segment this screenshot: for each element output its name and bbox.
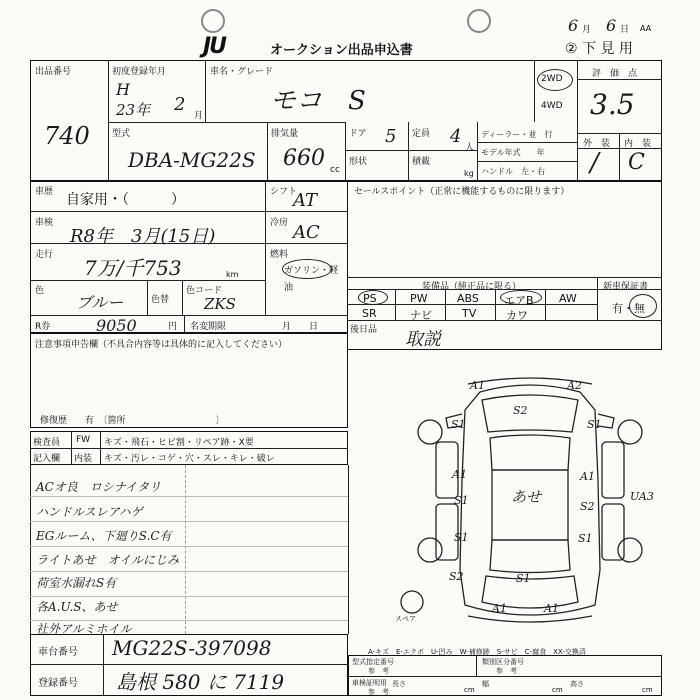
note-4: ライトあせ オイルにじみ [36, 553, 180, 567]
fw-items: キズ・飛石・ヒビ割・リペア跡・X要 [104, 438, 254, 448]
model-value: DBA-MG22S [128, 148, 256, 172]
model-year-label: モデル年式 年 [481, 148, 545, 157]
repair-label: 修復歴 有 〔箇所 〕 [40, 416, 225, 426]
cc-unit: cc [330, 165, 340, 175]
color-code-value: ZKS [204, 295, 236, 313]
mark-bottom-r: A1 [544, 602, 559, 615]
mark-rear-r: S1 [578, 532, 593, 545]
persons-unit: 人 [465, 143, 475, 153]
inspection-label: 車検 [35, 218, 54, 228]
usage-value: 自家用・（ ） [66, 192, 185, 208]
class-ref: 参 考 [496, 667, 517, 675]
date-day-unit: 日 [620, 25, 630, 35]
note-1: ACオ良 ロシナイタリ [36, 480, 162, 494]
mark-bonnet-r: S1 [587, 418, 602, 431]
shape-label: 形状 [349, 157, 368, 167]
chassis-label: 車台番号 [38, 647, 78, 658]
note-2: ハンドルスレアハゲ [36, 505, 143, 519]
interior-value: C [628, 150, 645, 175]
displacement-label: 排気量 [271, 129, 299, 139]
dealer-label: ディーラー・並 行 [481, 130, 553, 139]
recycle-value: 9050 [96, 316, 137, 335]
note-7: 社外アルミホイル [36, 622, 132, 636]
color-code-label: 色コード [186, 286, 223, 296]
mileage-label: 走行 [35, 250, 54, 260]
checker-label: 検査員 [33, 438, 61, 448]
name-value: モコ S [270, 86, 366, 116]
inspection-value: R8年 3月(15日) [70, 226, 216, 247]
handle-label: ハンドル 左・右 [481, 167, 545, 176]
mark-rear-l: S1 [454, 531, 469, 544]
load-label: 積載 [412, 157, 431, 167]
cert-height-cm: cm [642, 686, 653, 694]
first-reg-month-unit: 月 [194, 111, 204, 121]
km-unit: km [226, 270, 239, 279]
equip-label: 装備品（純正品に限る） [422, 282, 522, 292]
first-reg-year: 23年 [116, 101, 151, 119]
cert-width-label: 幅 [482, 680, 489, 688]
sales-label: セールスポイント（正常に機能するものに限ります） [354, 187, 570, 197]
aa-mark: AA [640, 24, 652, 33]
first-reg-label: 初度登録年月 [112, 67, 167, 77]
first-reg-month: 2 [174, 94, 186, 115]
door-value: 5 [385, 126, 397, 147]
door-label: ドア [349, 129, 367, 139]
rear-value: 取説 [405, 329, 441, 350]
name-label: 車名・グレード [210, 67, 274, 77]
ju-logo: JU [203, 34, 226, 59]
entry-label: 記入欄 [33, 454, 61, 464]
date-month: 6 [568, 16, 579, 35]
punch-hole-right [467, 9, 491, 33]
capacity-value: 4 [450, 126, 462, 147]
equip-leather: カワ [506, 309, 528, 322]
mark-bumper-l: S2 [449, 570, 464, 583]
recycle-label: R券 [35, 322, 51, 332]
score-label: 評 価 点 [592, 69, 638, 79]
mark-side-l2: S1 [454, 494, 469, 507]
cert-options: 有・無 [612, 302, 645, 315]
drive-2wd: 2WD [541, 74, 563, 84]
fuel-value: ガソリン・軽 油 [284, 266, 348, 293]
mark-side-r2: S2 [580, 500, 595, 513]
note-3: EGルーム、下廻りS.C有 [36, 529, 172, 543]
type-cert-label: 型式指定番号 [352, 658, 394, 666]
cert-width-cm: cm [552, 686, 563, 694]
spare-label: スペア [395, 615, 416, 623]
color-change-label: 色替 [151, 295, 170, 305]
fw-label: FW [76, 435, 91, 445]
mark-roof: S2 [513, 404, 528, 417]
reg-value: 島根 580 に 7119 [116, 670, 285, 694]
chassis-value: MG22S-397098 [112, 636, 272, 660]
form-title: オークション出品申込書 [270, 43, 413, 58]
reg-label: 登録番号 [38, 678, 78, 689]
color-label: 色 [35, 286, 45, 296]
first-reg-era: H [116, 80, 130, 99]
mark-side-l1: A1 [452, 468, 467, 481]
equip-aw: AW [559, 292, 577, 305]
name-change-label: 名変期限 [190, 322, 227, 332]
mileage-value: 7万/千753 [84, 256, 182, 280]
note-6: 各A.U.S、あせ [36, 600, 118, 614]
equip-airbag: エアB [504, 294, 534, 307]
exterior-label: 外 装 [583, 139, 611, 149]
capacity-label: 定員 [412, 129, 431, 139]
date-day: 6 [606, 16, 617, 35]
type-cert-ref: 参 考 [368, 667, 389, 675]
lot-value: 740 [44, 122, 90, 150]
name-change-units: 月 日 [282, 322, 319, 332]
mark-bonnet-l: S1 [451, 418, 466, 431]
mark-side-note: UA3 [630, 490, 654, 503]
ac-label: 冷房 [270, 218, 289, 228]
equip-abs: ABS [457, 292, 479, 305]
sales-frame [347, 181, 662, 350]
rear-label: 後日品 [350, 325, 378, 335]
yen-unit: 円 [168, 322, 178, 332]
interior-items-label: 内装 [74, 454, 93, 464]
fuel-gas-circle [282, 259, 332, 279]
interior-items: キズ・汚レ・コゲ・穴・スレ・キレ・破レ [104, 454, 275, 464]
shift-label: シフト [270, 187, 298, 197]
cert-title: 車検証明用 [352, 679, 387, 687]
equip-sr: SR [362, 307, 377, 320]
cert-none-circle [629, 294, 657, 318]
color-value: ブルー [76, 293, 124, 312]
mark-side-r1: A1 [580, 470, 595, 483]
mark-top-right: A2 [567, 379, 582, 392]
equip-pw: PW [410, 292, 428, 305]
fuel-label: 燃料 [270, 250, 289, 260]
drive-4wd: 4WD [541, 101, 563, 111]
exterior-value: / [590, 148, 599, 178]
usage-label: 車歴 [35, 187, 54, 197]
displacement-value: 660 [283, 146, 325, 171]
cert-ref: 参 考 [368, 688, 389, 696]
punch-hole-left [201, 9, 225, 33]
cert-height-label: 高さ [570, 680, 584, 688]
note-5: 荷室水漏れS有 [36, 576, 117, 590]
class-label: 類別区分番号 [482, 658, 524, 666]
car-diagram [400, 370, 660, 645]
equip-ps: PS [363, 292, 377, 305]
new-cert-label: 新車保証書 [603, 282, 649, 292]
score-value: 3.5 [590, 88, 635, 121]
shift-value: AT [293, 190, 318, 211]
mark-center: あせ [511, 488, 542, 506]
interior-label: 内 装 [624, 139, 652, 149]
notes-label: 注意事項申告欄（不具合内容等は具体的に記入してください） [35, 340, 288, 350]
equip-tv: TV [462, 307, 477, 320]
doc-type: ② 下 見 用 [565, 41, 633, 57]
mark-top-left: A1 [470, 379, 485, 392]
kg-unit: kg [464, 169, 474, 178]
cert-len-cm: cm [464, 686, 475, 694]
mark-bottom-l: A1 [492, 602, 507, 615]
equip-navi: ナビ [410, 309, 432, 322]
mark-bumper-c: S1 [516, 572, 531, 585]
lot-label: 出品番号 [35, 67, 72, 77]
cert-len-label: 長さ [392, 680, 406, 688]
damage-legend: A-キズ E-エクボ U-凹み W-補修跡 S-サビ C-腐食 XX-交換済 [368, 648, 586, 656]
model-label: 型式 [112, 129, 131, 139]
ac-value: AC [293, 222, 320, 243]
date-month-unit: 月 [582, 25, 592, 35]
